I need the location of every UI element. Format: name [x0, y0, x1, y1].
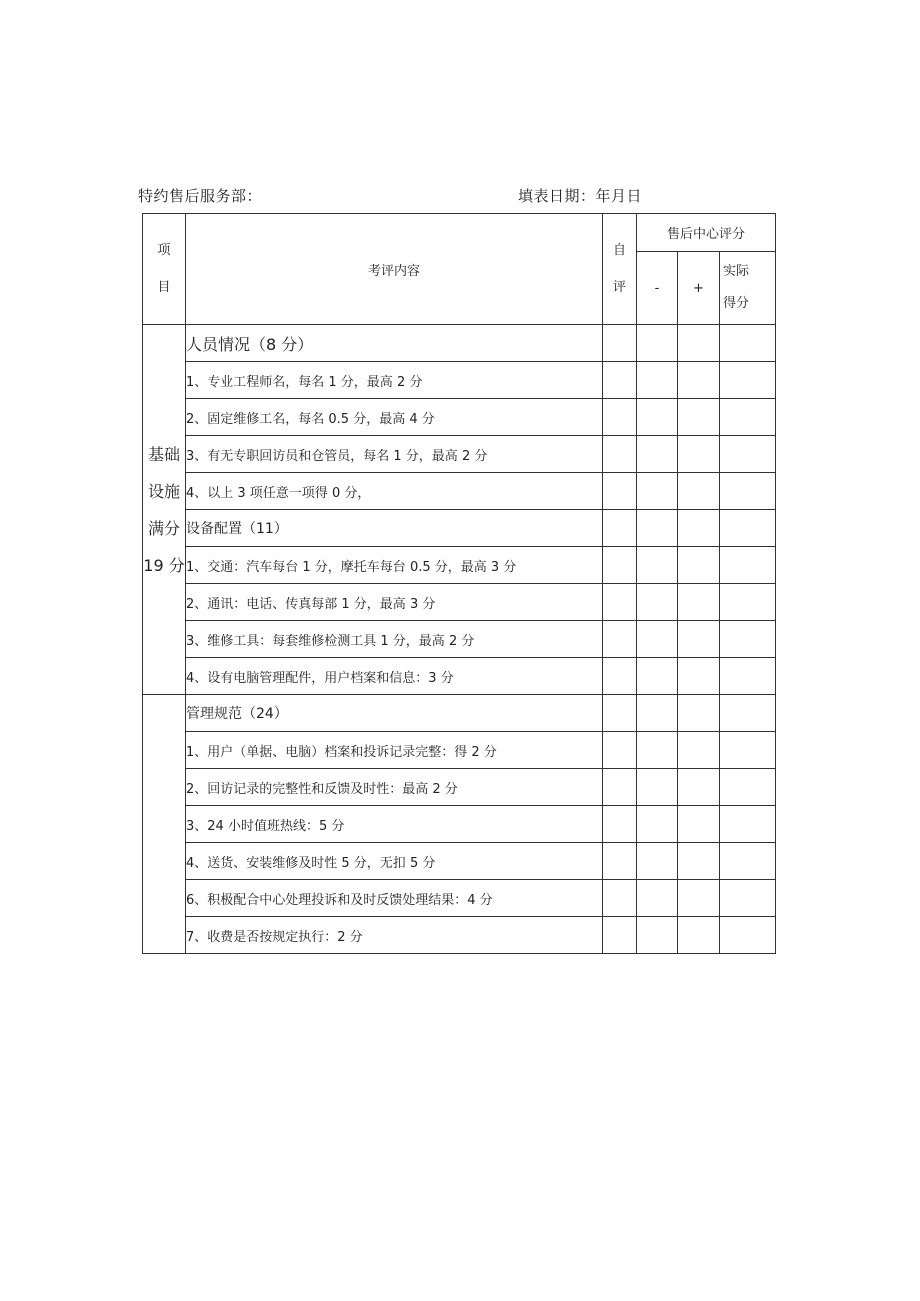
self-score-cell[interactable]: [603, 473, 637, 510]
evaluation-table: [142, 213, 776, 954]
minus-cell[interactable]: [637, 473, 678, 510]
actual-cell[interactable]: [720, 658, 776, 695]
self-score-cell[interactable]: [603, 510, 637, 547]
category-line: 满分: [147, 518, 180, 538]
self-score-cell[interactable]: [603, 843, 637, 880]
table-row: [143, 362, 776, 399]
self-score-cell[interactable]: [603, 695, 637, 732]
self-score-cell[interactable]: [603, 436, 637, 473]
plus-cell[interactable]: [678, 880, 720, 917]
actual-cell[interactable]: [720, 473, 776, 510]
table-row: [143, 547, 776, 584]
actual-cell[interactable]: [720, 732, 776, 769]
plus-cell[interactable]: [678, 769, 720, 806]
category-basic-facilities: [143, 325, 186, 695]
plus-header: +: [678, 252, 720, 325]
table-row: [143, 399, 776, 436]
actual-cell[interactable]: [720, 917, 776, 954]
minus-cell[interactable]: [637, 436, 678, 473]
category-line: 基础: [147, 444, 180, 464]
self-eval-line2: 评: [612, 280, 626, 295]
table-row: [143, 584, 776, 621]
criterion-text: 1、交通：汽车每台 1 分，摩托车每台 0.5 分，最高 3 分: [186, 547, 603, 584]
item-header: [143, 214, 186, 325]
plus-cell[interactable]: [678, 510, 720, 547]
criterion-text: 4、送货、安装维修及时性 5 分，无扣 5 分: [186, 843, 603, 880]
self-score-cell[interactable]: [603, 362, 637, 399]
table-row: [143, 621, 776, 658]
actual-cell[interactable]: [720, 880, 776, 917]
table-row: [143, 769, 776, 806]
table-row: [143, 732, 776, 769]
criterion-text: 4、设有电脑管理配件，用户档案和信息：3 分: [186, 658, 603, 695]
self-score-cell[interactable]: [603, 621, 637, 658]
service-dept-label: 特约售后服务部：: [138, 187, 263, 205]
table-row: [143, 880, 776, 917]
plus-cell[interactable]: [678, 584, 720, 621]
table-row: [143, 510, 776, 547]
criterion-text: 2、固定维修工名，每名 0.5 分，最高 4 分: [186, 399, 603, 436]
plus-cell[interactable]: [678, 547, 720, 584]
minus-cell[interactable]: [637, 399, 678, 436]
actual-cell[interactable]: [720, 510, 776, 547]
center-score-header: 售后中心评分: [637, 214, 776, 252]
self-score-cell[interactable]: [603, 769, 637, 806]
actual-cell[interactable]: [720, 436, 776, 473]
actual-cell[interactable]: [720, 695, 776, 732]
self-score-cell[interactable]: [603, 658, 637, 695]
table-row: [143, 325, 776, 362]
item-header-line1: 项: [157, 243, 171, 258]
plus-cell[interactable]: [678, 806, 720, 843]
table-row: [143, 658, 776, 695]
actual-cell[interactable]: [720, 547, 776, 584]
minus-cell[interactable]: [637, 732, 678, 769]
plus-cell[interactable]: [678, 399, 720, 436]
minus-cell[interactable]: [637, 695, 678, 732]
table-row: [143, 917, 776, 954]
self-score-cell[interactable]: [603, 547, 637, 584]
minus-cell[interactable]: [637, 325, 678, 362]
actual-score-line2: 得分: [723, 296, 750, 311]
criterion-text: 6、积极配合中心处理投诉和及时反馈处理结果：4 分: [186, 880, 603, 917]
criterion-text: 4、以上 3 项任意一项得 0 分，: [186, 473, 603, 510]
table-row: [143, 843, 776, 880]
plus-cell[interactable]: [678, 843, 720, 880]
actual-cell[interactable]: [720, 806, 776, 843]
minus-header: -: [637, 252, 678, 325]
criterion-text: 3、维修工具：每套维修检测工具 1 分，最高 2 分: [186, 621, 603, 658]
self-eval-header: [603, 214, 637, 325]
minus-cell[interactable]: [637, 843, 678, 880]
actual-score-line1: 实际: [723, 264, 750, 279]
plus-cell[interactable]: [678, 732, 720, 769]
self-score-cell[interactable]: [603, 880, 637, 917]
actual-cell[interactable]: [720, 584, 776, 621]
minus-cell[interactable]: [637, 362, 678, 399]
plus-cell[interactable]: [678, 695, 720, 732]
category-management: [143, 695, 186, 954]
table-row: [143, 806, 776, 843]
table-row: [143, 695, 776, 732]
section-title: 设备配置（11）: [186, 510, 603, 547]
table-row: [143, 436, 776, 473]
self-score-cell[interactable]: [603, 584, 637, 621]
self-score-cell[interactable]: [603, 917, 637, 954]
actual-cell[interactable]: [720, 325, 776, 362]
actual-cell[interactable]: [720, 621, 776, 658]
category-line: 19 分: [143, 555, 185, 575]
content-header: 考评内容: [186, 214, 603, 325]
criterion-text: 1、专业工程师名，每名 1 分，最高 2 分: [186, 362, 603, 399]
minus-cell[interactable]: [637, 880, 678, 917]
self-score-cell[interactable]: [603, 732, 637, 769]
self-eval-line1: 自: [612, 243, 626, 258]
minus-cell[interactable]: [637, 806, 678, 843]
actual-cell[interactable]: [720, 362, 776, 399]
criterion-text: 2、通讯：电话、传真每部 1 分，最高 3 分: [186, 584, 603, 621]
criterion-text: 3、有无专职回访员和仓管员，每名 1 分，最高 2 分: [186, 436, 603, 473]
criterion-text: 7、收费是否按规定执行：2 分: [186, 917, 603, 954]
minus-cell[interactable]: [637, 547, 678, 584]
section-title: 管理规范（24）: [186, 695, 603, 732]
plus-cell[interactable]: [678, 325, 720, 362]
self-score-cell[interactable]: [603, 806, 637, 843]
self-score-cell[interactable]: [603, 399, 637, 436]
minus-cell[interactable]: [637, 769, 678, 806]
plus-cell[interactable]: [678, 362, 720, 399]
minus-cell[interactable]: [637, 621, 678, 658]
criterion-text: 1、用户（单据、电脑）档案和投诉记录完整：得 2 分: [186, 732, 603, 769]
fill-date-label: 填表日期：年月日: [518, 187, 643, 205]
minus-cell[interactable]: [637, 584, 678, 621]
actual-score-header: [720, 252, 776, 325]
minus-cell[interactable]: [637, 917, 678, 954]
header-row-1: [143, 214, 776, 252]
self-score-cell[interactable]: [603, 325, 637, 362]
table-row: [143, 473, 776, 510]
plus-cell[interactable]: [678, 436, 720, 473]
category-line: 设施: [147, 481, 180, 501]
plus-cell[interactable]: [678, 917, 720, 954]
plus-cell[interactable]: [678, 621, 720, 658]
item-header-line2: 目: [157, 280, 171, 295]
criterion-text: 2、回访记录的完整性和反馈及时性：最高 2 分: [186, 769, 603, 806]
actual-cell[interactable]: [720, 843, 776, 880]
actual-cell[interactable]: [720, 769, 776, 806]
actual-cell[interactable]: [720, 399, 776, 436]
criterion-text: 3、24 小时值班热线：5 分: [186, 806, 603, 843]
minus-cell[interactable]: [637, 510, 678, 547]
minus-cell[interactable]: [637, 658, 678, 695]
plus-cell[interactable]: [678, 658, 720, 695]
plus-cell[interactable]: [678, 473, 720, 510]
section-title: 人员情况（8 分）: [186, 325, 603, 362]
